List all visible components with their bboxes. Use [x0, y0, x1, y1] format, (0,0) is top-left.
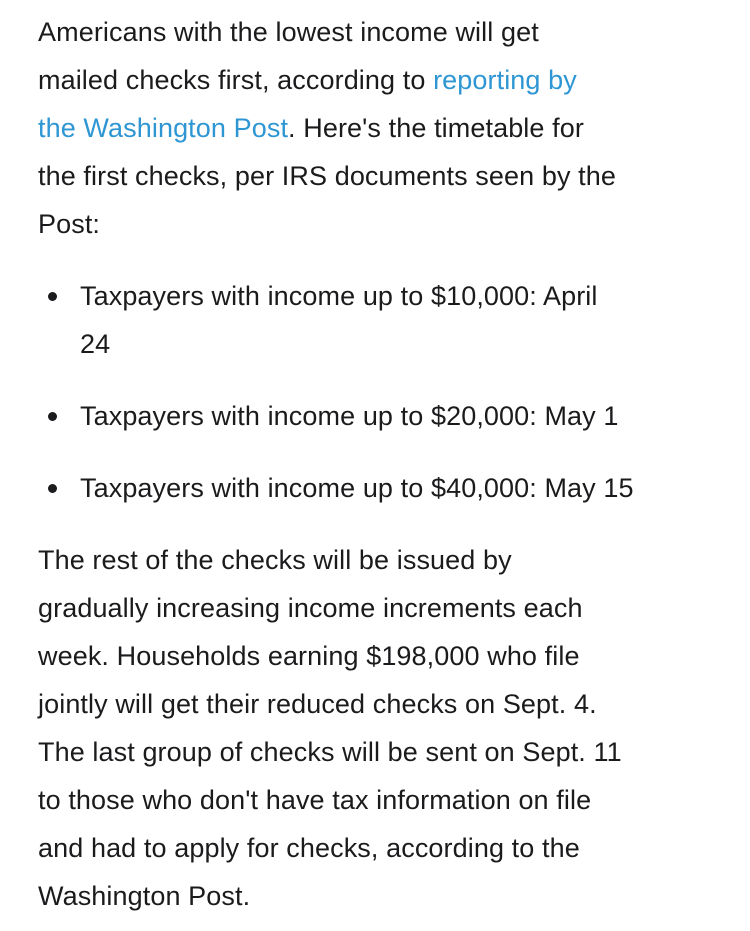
washington-post-link[interactable]: the Washington Post: [38, 113, 289, 143]
text-line: week. Households earning $198,000 who file: [38, 641, 580, 671]
text-line: [38, 56, 714, 104]
text-line: The rest of the checks will be issued by: [38, 545, 512, 575]
text-line: [38, 104, 714, 152]
list-item: [38, 272, 714, 368]
text-line: Washington Post.: [38, 881, 251, 911]
washington-post-link[interactable]: reporting by: [433, 65, 577, 95]
list-item-text: [80, 464, 634, 512]
list-item-text: [80, 272, 598, 368]
text-line: gradually increasing income increments each: [38, 593, 583, 623]
bullet-icon: [48, 484, 57, 493]
text-line: to those who don't have tax information on file: [38, 785, 592, 815]
text-line: Taxpayers with income up to $40,000: May 15: [80, 473, 634, 503]
text-segment: . Here's the timetable for: [288, 113, 584, 143]
text-line: Americans with the lowest income will get: [38, 17, 539, 47]
text-line: Taxpayers with income up to $20,000: May 1: [80, 401, 619, 431]
timetable-list: [38, 272, 714, 512]
list-item: [38, 392, 714, 440]
text-line: Taxpayers with income up to $10,000: April: [80, 281, 598, 311]
text-line: Post:: [38, 209, 101, 239]
text-line: and had to apply for checks, according to the: [38, 833, 580, 863]
text-line: the first checks, per IRS documents seen by the: [38, 161, 616, 191]
text-line: The last group of checks will be sent on Sept. 11: [38, 737, 622, 767]
bullet-icon: [48, 412, 57, 421]
text-segment: mailed checks first, according to: [38, 65, 434, 95]
text-line: jointly will get their reduced checks on Sept. 4.: [38, 689, 597, 719]
list-item-text: [80, 392, 619, 440]
text-line: 24: [80, 329, 111, 359]
bullet-icon: [48, 292, 57, 301]
outro-paragraph: [38, 536, 714, 920]
intro-paragraph: [38, 8, 714, 248]
list-item: [38, 464, 714, 512]
